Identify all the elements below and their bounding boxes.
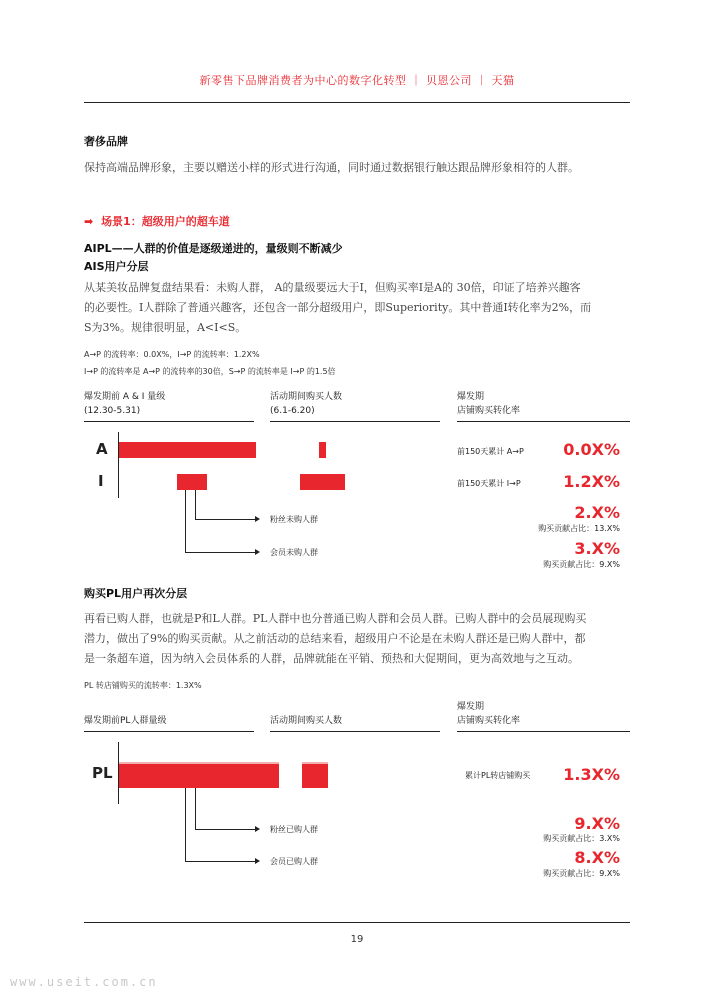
bar-pl-purchase — [302, 762, 328, 788]
luxury-body: 保持高端品牌形象，主要以赠送小样的形式进行沟通，同时通过数据银行触达跟品牌形象相符的人群。 — [84, 161, 579, 174]
sub-members-label: 会员未购人群 — [270, 548, 318, 557]
connector-members — [185, 490, 256, 553]
aipl-para-line2: 的必要性。I人群除了普通兴趣客，还包含一部分超级用户，即Superiority。其中普通I转化率为2%，而 — [84, 301, 592, 314]
chart1-col3-rule — [457, 421, 630, 422]
bar-a-purchase — [319, 442, 326, 458]
aipl-note1: A→P 的流转率：0.0X%，I→P 的流转率：1.2X% — [84, 350, 260, 359]
pl-para-line3: 是一条超车道，因为纳入会员体系的人群，品牌就能在平销、预热和大促期间，更为高效地与之互动。 — [84, 652, 579, 665]
chart1-col2 — [270, 390, 342, 418]
pl-fans-share: 购买贡献占比：3.X% — [543, 834, 620, 843]
row-label-pl: PL — [92, 764, 113, 782]
chart2-col3 — [457, 700, 520, 728]
bar-a-volume — [119, 442, 256, 458]
sub-members-share: 购买贡献占比：9.X% — [543, 560, 620, 569]
aipl-note2: I→P 的流转率是 A→P 的流转率的30倍，S→P 的流转率是 I→P 的1.5倍 — [84, 367, 336, 376]
sub-fans-label: 粉丝未购人群 — [270, 515, 318, 524]
bar-pl-volume — [119, 762, 279, 788]
chart1-col1-title: 爆发期前 A & I 量级 — [84, 392, 166, 402]
row-pl-pct: 1.3X% — [563, 765, 620, 784]
chart2-col3-title: 爆发期 — [457, 702, 485, 712]
row-i-desc: 前150天累计 I→P — [457, 479, 521, 488]
header-title: 新零售下品牌消费者为中心的数字化转型 ｜ 贝恩公司 ｜ 天猫 — [199, 74, 515, 87]
page-number: 19 — [350, 934, 364, 945]
bar-i-volume — [177, 474, 207, 490]
scene-heading — [84, 213, 230, 229]
pl-para-line2: 潜力，做出了9%的购买贡献。从之前活动的总结来看，超级用户不论是在未购人群还是已购人群中，都 — [84, 632, 586, 645]
chart2-col2: 活动期间购买人数 — [270, 716, 343, 726]
chart2-col3-sub: 店铺购买转化率 — [457, 716, 521, 726]
aipl-title: AIPL——人群的价值是逐级递进的，量级则不断减少 — [84, 242, 343, 255]
chart1-col2-title: 活动期间购买人数 — [270, 392, 343, 402]
row-a-desc: 前150天累计 A→P — [457, 447, 524, 456]
row-pl-desc: 累计PL转店铺购买 — [465, 771, 531, 780]
aipl-para-line1: 从某美妆品牌复盘结果看：未购人群， A的量级要远大于I，但购买率I是A的 30倍，印证了培养兴趣客 — [84, 281, 581, 294]
chart1-col3-sub: 店铺购买转化率 — [457, 406, 521, 416]
arrow-members-icon — [255, 549, 260, 555]
row-i-pct: 1.2X% — [563, 472, 620, 491]
pl-note: PL 转店铺购买的流转率：1.3X% — [84, 681, 202, 690]
pl-fans-pct: 9.X% — [574, 814, 620, 833]
aipl-para-line3: S为3%。规律很明显，A<I<S。 — [84, 321, 247, 334]
bar-i-purchase — [300, 474, 345, 490]
chart1-col1 — [84, 390, 165, 418]
pl-members-label: 会员已购人群 — [270, 857, 318, 866]
chart1-col1-rule — [84, 421, 254, 422]
chart1-col2-rule — [270, 421, 440, 422]
sub-fans-pct: 2.X% — [574, 503, 620, 522]
chart2-col2-rule — [270, 731, 440, 732]
pl-members-share: 购买贡献占比：9.X% — [543, 869, 620, 878]
chart2-col1: 爆发期前PL人群量级 — [84, 716, 167, 726]
chart1-col3 — [457, 390, 520, 418]
arrow-right-icon: ➡ — [84, 215, 94, 228]
header-rule — [84, 102, 630, 103]
pl-fans-label: 粉丝已购人群 — [270, 825, 318, 834]
chart2-col3-rule — [457, 731, 630, 732]
row-label-a: A — [96, 440, 108, 458]
luxury-heading: 奢侈品牌 — [84, 135, 128, 148]
sub-fans-share: 购买贡献占比：13.X% — [538, 524, 620, 533]
chart1-col3-title: 爆发期 — [457, 392, 485, 402]
connector-pl-members — [185, 788, 256, 862]
chart1-col2-sub: (6.1-6.20) — [270, 406, 315, 416]
row-a-pct: 0.0X% — [563, 440, 620, 459]
pl-members-pct: 8.X% — [574, 848, 620, 867]
row-label-i: I — [98, 472, 104, 490]
scene-heading-text: 场景1：超级用户的超车道 — [101, 215, 230, 228]
footer-rule — [84, 922, 630, 923]
pl-para-line1: 再看已购人群，也就是P和L人群。PL人群中也分普通已购人群和会员人群。已购人群中的会员展现购买 — [84, 612, 587, 625]
watermark: www.useit.com.cn — [10, 975, 158, 989]
arrow-pl-members-icon — [255, 858, 260, 864]
aipl-subtitle: AIS用户分层 — [84, 260, 149, 273]
chart1-col1-sub: (12.30-5.31) — [84, 406, 141, 416]
pl-heading: 购买PL用户再次分层 — [84, 587, 188, 600]
sub-members-pct: 3.X% — [574, 539, 620, 558]
chart2-col1-rule — [84, 731, 254, 732]
